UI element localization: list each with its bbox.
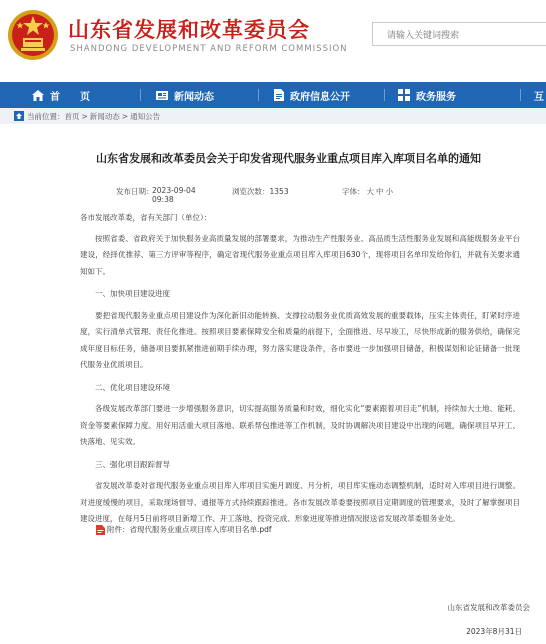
breadcrumb-separator: > — [121, 111, 129, 121]
national-emblem-icon — [6, 8, 60, 62]
signing-organization: 山东省发展和改革委员会 — [447, 603, 530, 612]
main-nav — [0, 82, 546, 108]
nav-label: 政务服务 — [416, 91, 456, 103]
nav-item-news[interactable] — [156, 82, 214, 108]
article-title: 山东省发展和改革委员会关于印发省现代服务业重点项目库入库项目名单的通知 — [96, 152, 481, 165]
section-heading: 三、强化项目跟踪督导 — [95, 459, 170, 469]
pdf-icon — [96, 525, 105, 535]
nav-item-gov-info[interactable] — [274, 82, 350, 108]
nav-label: 互 — [534, 91, 544, 103]
section-heading: 二、优化项目建设环境 — [95, 382, 170, 392]
nav-item-services[interactable] — [398, 82, 456, 108]
site-header — [0, 0, 546, 82]
site-subtitle: SHANDONG DEVELOPMENT AND REFORM COMMISSION — [70, 44, 348, 54]
attachment-link[interactable] — [96, 524, 272, 535]
breadcrumb-notices[interactable]: 通知公告 — [130, 111, 161, 121]
nav-divider — [384, 89, 385, 101]
breadcrumb-home[interactable]: 首页 — [64, 111, 80, 121]
breadcrumb-prefix: 当前位置： — [27, 111, 65, 121]
home-icon — [32, 90, 44, 101]
font-small-button[interactable]: 小 — [385, 187, 393, 196]
location-icon — [14, 111, 24, 121]
view-count — [232, 186, 289, 197]
font-large-button[interactable]: 大 — [366, 187, 374, 196]
section-paragraph: 省发展改革委对省现代服务业重点项目库入库项目实施月调度、月分析，项目库实施动态调整机制，适时对入库项目进行调整。对进度缓慢的项目，采取现场督导、通报等方式持续跟踪推进。各市发展改革委要按照项目定期调度的管理要求，及时了解掌握项目建设进度，在每月5日前将项目新增工作、开工落地、投资完成、形象进度等推进情况报送省发展改革委服务业处。 — [80, 481, 520, 523]
nav-label: 首 页 — [50, 91, 90, 103]
signing-date: 2023年8月31日 — [466, 627, 522, 636]
document-icon — [274, 89, 284, 101]
nav-divider — [258, 89, 259, 101]
font-medium-button[interactable]: 中 — [376, 187, 384, 196]
font-size-control — [342, 186, 393, 197]
section-paragraph: 要把省现代服务业重点项目建设作为深化新旧动能转换、支撑拉动服务业优质高效发展的重要载体，压实主体责任，盯紧时序进度，实行清单式管理、责任化推进。按照项目要素保障安全和质量的前提下，全面推进、尽早竣工，尽快形成新的服务供给，确保完成年度目标任务，储备项目要抓紧推进前期手续办理，努力落实建设条件，各市要进一步加强项目储备，积极谋划和论证储备一批现代服务业优质项目。 — [80, 310, 520, 369]
publish-date: 2023-09-04 09:38 — [152, 186, 196, 204]
salutation: 各市发展改革委，省有关部门（单位）： — [80, 213, 212, 222]
date-label: 发布日期： — [116, 187, 154, 196]
nav-label: 政府信息公开 — [290, 91, 350, 103]
nav-item-home[interactable] — [32, 82, 90, 108]
section-heading: 一、加快项目建设进度 — [95, 289, 170, 298]
search-input[interactable] — [373, 25, 546, 47]
newspaper-icon — [156, 90, 168, 101]
views-label: 浏览次数： — [232, 187, 270, 196]
nav-label: 新闻动态 — [174, 91, 214, 103]
breadcrumb-separator: > — [81, 111, 88, 121]
nav-item-interaction[interactable] — [534, 82, 544, 108]
intro-paragraph: 按照省委、省政府关于加快服务业高质量发展的部署要求，为推动生产性服务业、高品质生活性服务业发展和高能级服务业平台建设，经择优推荐、第三方评审等程序，确定省现代服务业重点项目库入库项目630个，现将项目名单印发给你们，并就有关要求通知如下。 — [80, 233, 520, 276]
search-box — [372, 22, 546, 46]
font-label: 字体： — [342, 187, 365, 196]
breadcrumb-news[interactable]: 新闻动态 — [89, 111, 120, 121]
section-paragraph: 各级发展改革部门要进一步增强服务意识，切实提高服务质量和时效，细化实化“要素跟着项目走”机制，持续加大土地、能耗、资金等要素保障力度。用好用活重大项目落地、联系帮包推进等工作机制，及时协调解决项目建设中出现的问题，确保项目早开工、快落地、见实效。 — [80, 404, 520, 446]
article-body — [80, 210, 520, 528]
views-value: 1353 — [269, 187, 289, 196]
attachment-label: 附件：省现代服务业重点项目库入库项目名单.pdf — [107, 525, 272, 534]
site-title: 山东省发展和改革委员会 — [68, 18, 310, 42]
nav-divider — [520, 89, 521, 101]
nav-divider — [140, 89, 141, 101]
breadcrumb — [0, 108, 546, 124]
article-meta — [116, 186, 496, 210]
service-icon — [398, 89, 410, 101]
